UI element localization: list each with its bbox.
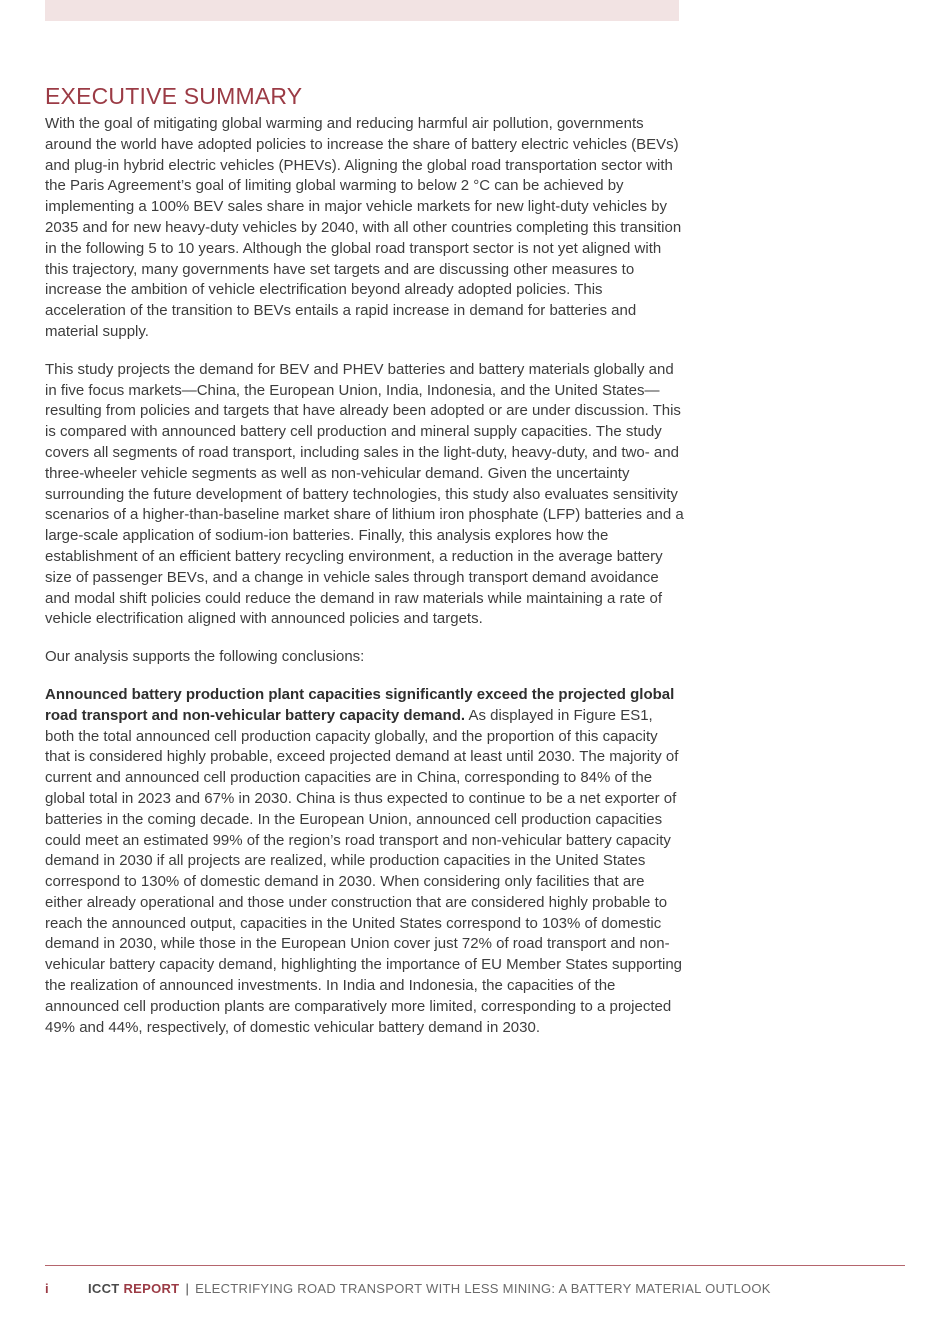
conclusion-lead: Announced battery production plant capacities significantly exceed the projected global road transport and non-vehicular battery capacity demand. — [45, 685, 675, 724]
scope-paragraph: This study projects the demand for BEV and PHEV batteries and battery materials globally and in five focus markets—China, the European Union, India, Indonesia, and the United States—resulting from policies and targets that have already been adopted or are under discussion. This is compared with announced battery cell production and mineral supply capacities. The study covers all segments of road transport, including sales in the light-duty, heavy-duty, and two- and three-wheeler vehicle segments as well as non-vehicular demand. Given the uncertainty surrounding the future development of battery technologies, this study also evaluates sensitivity scenarios of a higher-than-baseline market share of lithium iron phosphate (LFP) batteries and a large-scale application of sodium-ion batteries. Finally, this analysis explores how the establishment of an efficient battery recycling environment, a reduction in the average battery size of passenger BEVs, and a change in vehicle sales through transport demand avoidance and modal shift policies could reduce the demand in raw materials while maintaining a rate of vehicle electrification aligned with announced policies and targets. — [45, 360, 684, 628]
page-footer — [45, 1281, 771, 1297]
footer-divider — [45, 1265, 905, 1266]
intro-paragraph: With the goal of mitigating global warming and reducing harmful air pollution, governments around the world have adopted policies to increase the share of battery electric vehicles (BEVs) and plug-in hybrid electric vehicles (PHEVs). Aligning the global road transportation sector with the Paris Agreement’s goal of limiting global warming to below 2 °C can be achieved by implementing a 100% BEV sales share in major vehicle markets for new light-duty vehicles by 2035 and for new heavy-duty vehicles by 2040, with all other countries completing this transition in the following 5 to 10 years. Although the global road transport sector is not yet aligned with this trajectory, many governments have set targets and are discussing other measures to increase the ambition of vehicle electrification beyond already adopted policies. This acceleration of the transition to BEVs entails a rapid increase in demand for batteries and material supply. — [45, 115, 682, 340]
conclusion-body: As displayed in Figure ES1, both the total announced cell production capacity globally, and the proportion of this capacity that is considered highly probable, exceed projected demand at least until 2030. The majority of current and announced cell production capacities are in China, corresponding to 84% of the global total in 2023 and 67% in 2030. China is thus expected to continue to be a net exporter of batteries in the coming decade. In the European Union, announced cell production capacities could meet an estimated 99% of the region’s road transport and non-vehicular battery capacity demand in 2030 if all projects are realized, while production capacities in the United States correspond to 130% of domestic demand in 2030. When considering only facilities that are either already operational and those under construction that are considered highly probable to reach the announced output, capacities in the United States correspond to 103% of domestic demand in 2030, while those in the European Union cover just 72% of road transport and non-vehicular battery capacity demand, highlighting the importance of EU Member States supporting the realization of announced investments. In India and Indonesia, the capacities of the announced cell production plants are comparatively more limited, corresponding to a projected 49% and 44%, respectively, of domestic vehicular battery demand in 2030. — [45, 706, 683, 1036]
section-heading: EXECUTIVE SUMMARY — [45, 83, 303, 109]
conclusion-paragraph — [45, 685, 685, 1039]
page-number: i — [45, 1281, 49, 1296]
top-decorative-band — [45, 0, 679, 21]
footer-separator: | — [185, 1281, 190, 1296]
footer-report-title: ELECTRIFYING ROAD TRANSPORT WITH LESS MINING: A BATTERY MATERIAL OUTLOOK — [195, 1281, 771, 1296]
footer-org: ICCT — [88, 1281, 120, 1296]
executive-summary-section — [45, 82, 685, 1055]
footer-report-label: REPORT — [123, 1281, 180, 1296]
conclusions-intro-paragraph: Our analysis supports the following conclusions: — [45, 648, 365, 666]
